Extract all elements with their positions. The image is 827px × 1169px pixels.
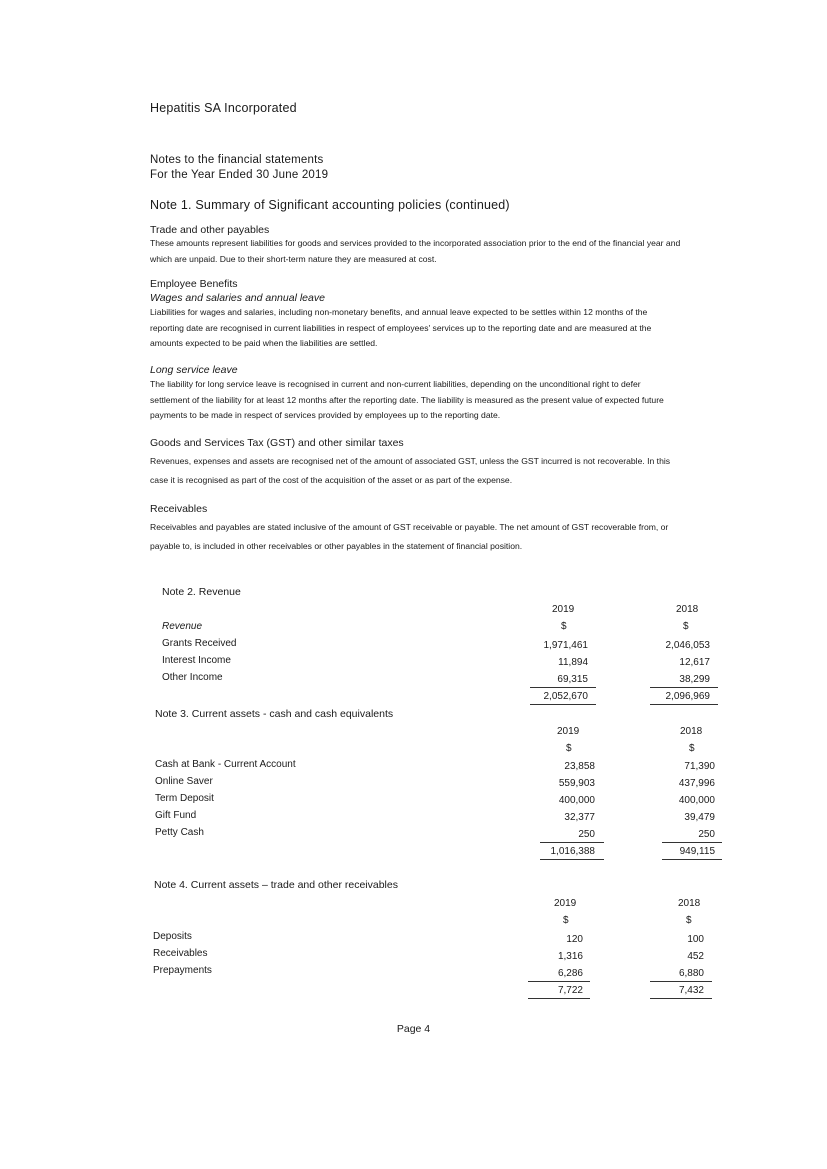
note3-row-label: Term Deposit [155,793,214,804]
note3-row-2018: 250 [698,829,715,840]
organisation-name: Hepatitis SA Incorporated [150,101,297,115]
paragraph-line: Revenues, expenses and assets are recognised net of the amount of associated GST, unless the GST incurred is not recoverable. In this [150,456,671,466]
paragraph-line: These amounts represent liabilities for goods and services provided to the incorporated association prior to the end of the financial year and [150,238,681,248]
long-service-text [150,377,730,424]
note3-col-2019: 2019 [557,726,580,737]
note4-row-2019: 120 [566,934,583,945]
note2-row-2018: 12,617 [679,657,710,668]
wages-heading: Wages and salaries and annual leave [150,292,325,304]
note2-col-2019: 2019 [552,604,575,615]
note2-currency-2019: $ [561,621,567,632]
subtotal-rule [650,981,712,982]
note4-col-2018: 2018 [678,898,701,909]
total-rule [650,704,718,705]
subtotal-rule [540,842,604,843]
note3-row-2018: 400,000 [678,795,715,806]
note4-row-label: Prepayments [153,965,212,976]
note3-row-label: Petty Cash [155,827,204,838]
note2-row-2018: 2,046,053 [665,640,710,651]
subtotal-rule [530,687,596,688]
note2-title: Note 2. Revenue [162,586,241,598]
note4-currency-2019: $ [563,915,569,926]
paragraph-line: settlement of the liability for at least 12 months after the reporting date. The liability is measured as the present value of expected future [150,394,664,405]
note3-row-label: Gift Fund [155,810,197,821]
total-rule [650,998,712,999]
gst-heading: Goods and Services Tax (GST) and other similar taxes [150,437,404,449]
note3-title: Note 3. Current assets - cash and cash equivalents [155,708,394,720]
long-service-heading: Long service leave [150,364,238,376]
note2-row-2018: 38,299 [679,674,710,685]
note2-row-2019: 11,894 [558,657,588,668]
note3-total-2019: 1,016,388 [550,846,595,857]
note3-total-2018: 949,115 [679,846,715,857]
paragraph-line: The liability for long service leave is recognised in current and non-current liabilities, depending on the unconditional right to defer [150,379,641,389]
note4-total-2019: 7,722 [557,985,583,996]
note4-row-2018: 100 [687,934,704,945]
period-title: For the Year Ended 30 June 2019 [150,169,329,181]
gst-text [150,452,730,490]
note3-row-label: Online Saver [155,776,213,787]
note4-row-2019: 1,316 [557,951,583,962]
subtotal-rule [662,842,722,843]
wages-text [150,305,730,352]
note4-row-2018: 452 [687,951,704,962]
note3-row-2019: 559,903 [558,778,595,789]
note4-row-2019: 6,286 [557,968,583,979]
total-rule [540,859,604,860]
note2-group-label: Revenue [162,621,203,632]
note4-currency-2018: $ [686,915,692,926]
trade-payables-heading: Trade and other payables [150,224,270,236]
total-rule [530,704,596,705]
paragraph-line: payments to be made in respect of services provided by employees up to the reporting date. [150,410,501,420]
note3-row-2019: 400,000 [558,795,595,806]
note2-row-label: Grants Received [162,638,237,649]
receivables-text [150,518,730,556]
note1-title: Note 1. Summary of Significant accounting policies (continued) [150,198,510,212]
note4-col-2019: 2019 [554,898,577,909]
note3-row-2019: 32,377 [564,812,595,823]
note2-row-2019: 69,315 [557,674,588,685]
note4-row-2018: 6,880 [678,968,704,979]
note2-total-2018: 2,096,969 [665,691,710,702]
note3-currency-2019: $ [566,743,572,754]
employee-benefits-heading: Employee Benefits [150,278,238,290]
paragraph-line: Liabilities for wages and salaries, including non-monetary benefits, and annual leave expected to be settles within 12 months of the [150,307,648,317]
note2-total-2019: 2,052,670 [543,691,588,702]
total-rule [528,998,590,999]
note2-row-2019: 1,971,461 [543,640,588,651]
paragraph-line: which are unpaid. Due to their short-term nature they are measured at cost. [150,253,437,264]
subtotal-rule [650,687,718,688]
note2-row-label: Interest Income [162,655,231,666]
note4-title: Note 4. Current assets – trade and other receivables [154,879,398,891]
subtotal-rule [528,981,590,982]
note4-row-label: Receivables [153,948,208,959]
note3-row-2018: 39,479 [684,812,715,823]
notes-title: Notes to the financial statements [150,154,324,166]
note3-row-2018: 437,996 [678,778,715,789]
receivables-heading: Receivables [150,503,208,515]
note3-row-2019: 23,858 [564,761,595,772]
paragraph-line: payable to, is included in other receivables or other payables in the statement of financial position. [150,541,523,551]
note3-row-label: Cash at Bank - Current Account [155,759,296,770]
note3-currency-2018: $ [689,743,695,754]
page-number: Page 4 [396,1023,431,1035]
note3-col-2018: 2018 [680,726,703,737]
paragraph-line: amounts expected to be paid when the liabilities are settled. [150,338,378,348]
paragraph-line: case it is recognised as part of the cost of the acquisition of the asset or as part of the expense. [150,475,513,485]
note3-row-2018: 71,390 [684,761,715,772]
note3-row-2019: 250 [578,829,595,840]
note2-currency-2018: $ [683,621,689,632]
paragraph-line: Receivables and payables are stated inclusive of the amount of GST receivable or payable. The net amount of GST recoverable from, or [150,522,669,532]
paragraph-line: reporting date are recognised in current liabilities in respect of employees' services up to the reporting date and are measured at the [150,322,652,333]
note2-col-2018: 2018 [676,604,699,615]
note2-row-label: Other Income [162,672,223,683]
note4-total-2018: 7,432 [678,985,704,996]
note4-row-label: Deposits [153,931,192,942]
trade-payables-text [150,236,730,267]
total-rule [662,859,722,860]
